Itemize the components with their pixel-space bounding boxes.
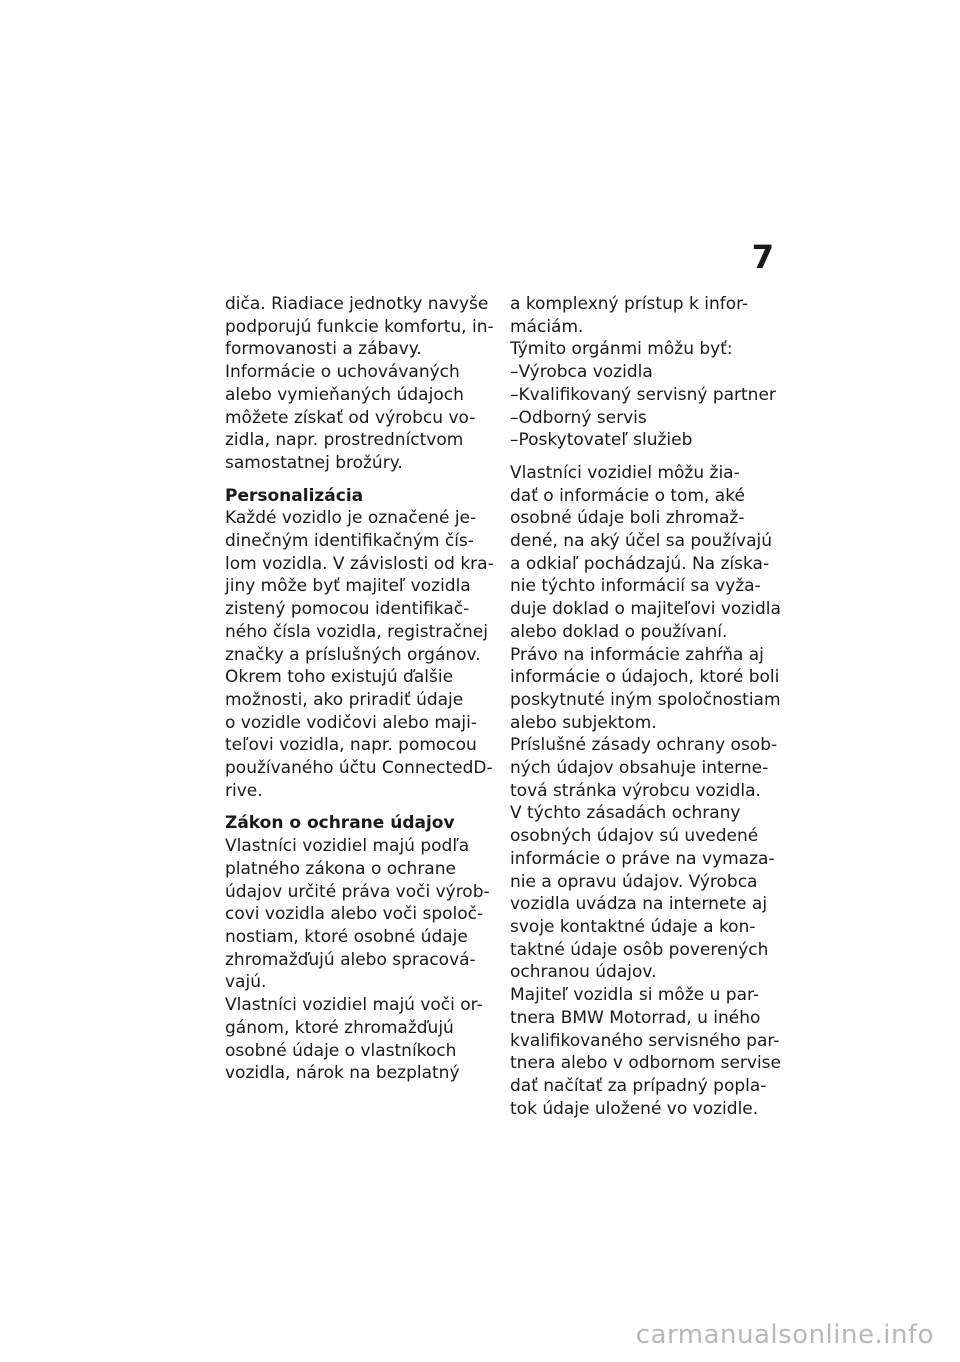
text-line: Majiteľ vozidla si môže u par- bbox=[510, 985, 760, 1006]
text-line: tok údaje uložené vo vozidle. bbox=[510, 1098, 759, 1119]
text-line: nie týchto informácií sa vyža- bbox=[510, 576, 761, 597]
text-line: osobné údaje boli zhromaž- bbox=[510, 508, 745, 529]
text-line: ného čísla vozidla, registračnej bbox=[225, 621, 488, 642]
text-line: Právo na informácie zahŕňa aj bbox=[510, 644, 764, 665]
paragraph bbox=[510, 293, 780, 452]
text-line: dať o informácie o tom, aké bbox=[510, 485, 745, 506]
text-line: Vlastníci vozidiel majú podľa bbox=[225, 836, 470, 857]
text-line: a komplexný prístup k infor- bbox=[510, 294, 749, 314]
text-line: –Výrobca vozidla bbox=[510, 362, 653, 383]
text-line: používaného účtu ConnectedD- bbox=[225, 758, 493, 779]
text-line: o vozidle vodičovi alebo maji- bbox=[225, 712, 477, 733]
text-line: –Kvalifikovaný servisný partner bbox=[510, 384, 776, 405]
paragraph bbox=[225, 293, 495, 475]
text-line: formovanosti a zábavy. bbox=[225, 339, 422, 360]
text-line: zidla, napr. prostredníctvom bbox=[225, 430, 464, 451]
text-line: informácie o práve na vymaza- bbox=[510, 848, 775, 869]
text-line: Okrem toho existujú ďalšie bbox=[225, 667, 454, 688]
text-line: alebo vymieňaných údajoch bbox=[225, 384, 464, 405]
text-line: informácie o údajoch, ktoré boli bbox=[510, 667, 780, 688]
text-line: platného zákona o ochrane bbox=[225, 858, 456, 879]
text-line: alebo subjektom. bbox=[510, 712, 657, 733]
text-line: nostiam, ktoré osobné údaje bbox=[225, 926, 468, 947]
text-line: Príslušné zásady ochrany osob- bbox=[510, 735, 778, 756]
text-line: svoje kontaktné údaje a kon- bbox=[510, 916, 756, 937]
text-line: taktné údaje osôb poverených bbox=[510, 939, 769, 960]
text-line: poskytnuté iným spoločnostiam bbox=[510, 689, 781, 710]
text-line: môžete získať od výrobcu vo- bbox=[225, 407, 476, 428]
text-line: tová stránka výrobcu vozidla. bbox=[510, 780, 761, 801]
text-line: osobných údajov sú uvedené bbox=[510, 826, 759, 847]
text-line: teľovi vozidla, napr. pomocou bbox=[225, 735, 477, 756]
right-column bbox=[510, 293, 780, 1120]
text-line: duje doklad o majiteľovi vozidla bbox=[510, 599, 781, 620]
text-line: a odkiaľ pochádzajú. Na získa- bbox=[510, 553, 770, 574]
text-line: Informácie o uchovávaných bbox=[225, 362, 460, 383]
text-line: –Odborný servis bbox=[510, 407, 647, 428]
text-line: Týmito orgánmi môžu byť: bbox=[510, 339, 733, 360]
text-line: gánom, ktoré zhromažďujú bbox=[225, 1017, 454, 1038]
text-line: dené, na aký účel sa používajú bbox=[510, 531, 772, 552]
text-line: ochranou údajov. bbox=[510, 962, 657, 983]
text-line: V týchto zásadách ochrany bbox=[510, 803, 741, 824]
text-line: covi vozidla alebo voči spoloč- bbox=[225, 904, 484, 925]
text-line: dať načítať za prípadný popla- bbox=[510, 1075, 767, 1096]
text-line: tnera alebo v odbornom servise bbox=[510, 1053, 781, 1074]
paragraph bbox=[225, 507, 495, 802]
text-line: tnera BMW Motorrad, u iného bbox=[510, 1007, 761, 1028]
text-line: jiny môže byť majiteľ vozidla bbox=[225, 576, 471, 597]
paragraph bbox=[510, 462, 780, 1120]
text-line: vozidla, nárok na bezplatný bbox=[225, 1063, 460, 1084]
text-line: Vlastníci vozidiel majú voči or- bbox=[225, 995, 483, 1016]
heading-personalization: Personalizácia bbox=[225, 485, 364, 506]
text-line: osobné údaje o vlastníkoch bbox=[225, 1040, 457, 1061]
text-line: rive. bbox=[225, 780, 263, 801]
text-line: Vlastníci vozidiel môžu žia- bbox=[510, 462, 740, 483]
page-number: 7 bbox=[751, 238, 774, 276]
text-line: možnosti, ako priradiť údaje bbox=[225, 689, 464, 710]
text-line: alebo doklad o používaní. bbox=[510, 621, 728, 642]
text-line: zistený pomocou identifikač- bbox=[225, 599, 470, 620]
text-line: údajov určité práva voči výrob- bbox=[225, 881, 490, 902]
text-line: zhromažďujú alebo spracová- bbox=[225, 949, 476, 970]
text-line: vajú. bbox=[225, 972, 267, 993]
left-column bbox=[225, 293, 495, 1085]
text-line: vozidla uvádza na internete aj bbox=[510, 894, 768, 915]
text-line: ných údajov obsahuje interne- bbox=[510, 758, 769, 779]
text-line: dinečným identifikačným čís- bbox=[225, 531, 474, 552]
text-line: samostatnej brožúry. bbox=[225, 452, 403, 473]
text-line: diča. Riadiace jednotky navyše bbox=[225, 294, 489, 314]
text-line: lom vozidla. V závislosti od kra- bbox=[225, 553, 494, 574]
paragraph bbox=[225, 835, 495, 1085]
text-line: –Poskytovateľ služieb bbox=[510, 430, 693, 451]
heading-data-protection-law: Zákon o ochrane údajov bbox=[225, 813, 455, 834]
text-line: nie a opravu údajov. Výrobca bbox=[510, 871, 758, 892]
text-line: máciám. bbox=[510, 316, 584, 337]
text-line: podporujú funkcie komfortu, in- bbox=[225, 316, 494, 337]
text-line: značky a príslušných orgánov. bbox=[225, 644, 481, 665]
text-line: kvalifikovaného servisného par- bbox=[510, 1030, 780, 1051]
text-line: Každé vozidlo je označené je- bbox=[225, 508, 477, 529]
watermark: carmanualsonline.info bbox=[635, 1320, 934, 1350]
